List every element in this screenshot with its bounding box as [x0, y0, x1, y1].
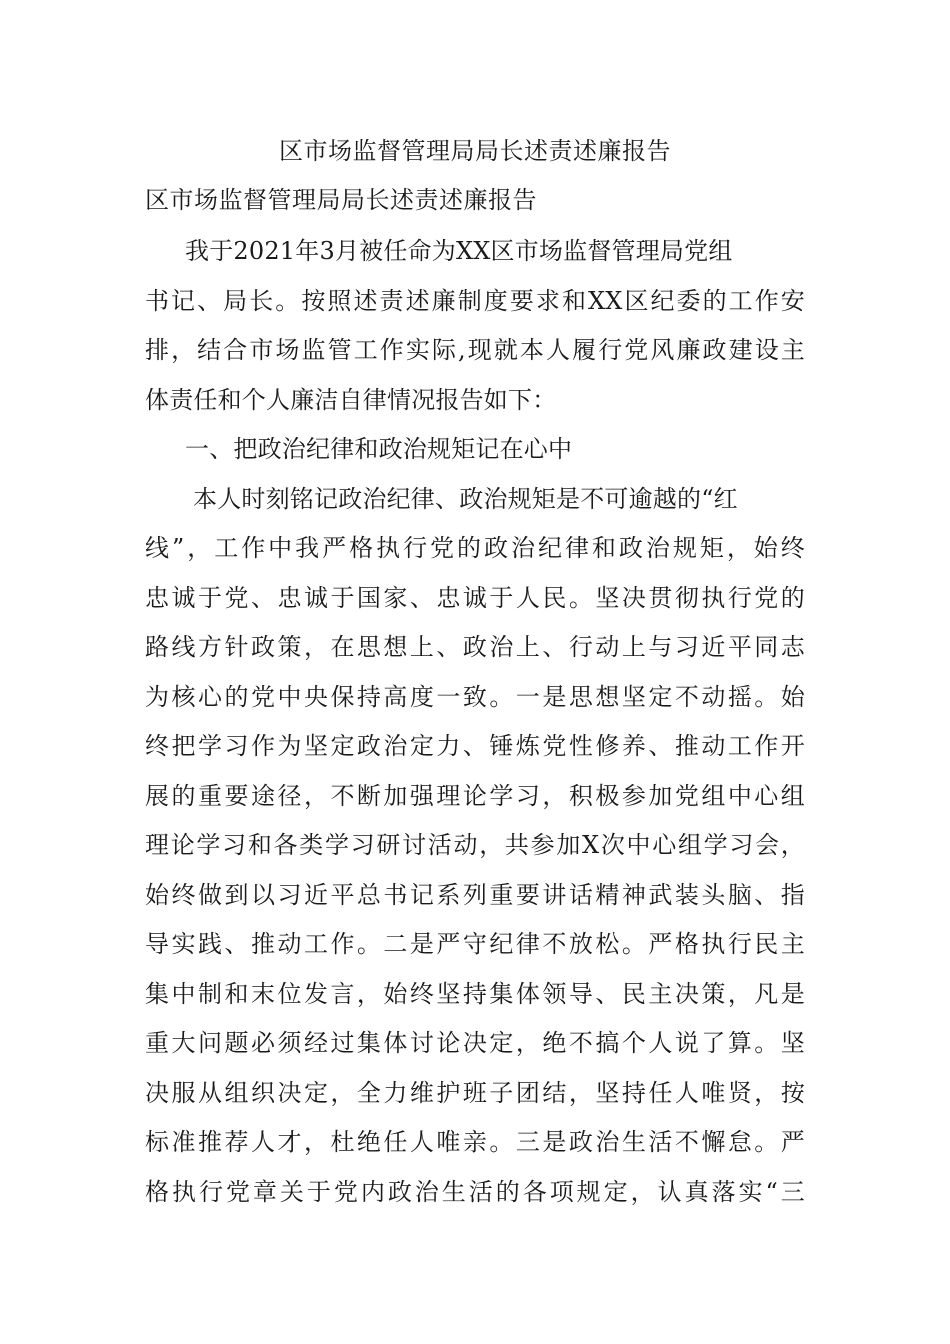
body-line: 体责任和个人廉洁自律情况报告如下： [145, 385, 557, 414]
body-line: 集中制和末位发言，始终坚持集体领导、民主决策，凡是 [145, 979, 805, 1008]
document-body [145, 231, 825, 1221]
body-line: 导实践、推动工作。二是严守纪律不放松。严格执行民主 [145, 930, 805, 958]
section-heading: 一、把政治纪律和政治规矩记在心中 [185, 435, 573, 463]
body-line: 书记、局长。按照述责述廉制度要求和XX区纪委的工作安 [145, 286, 805, 315]
body-line: 忠诚于党、忠诚于国家、忠诚于人民。坚决贯彻执行党的 [145, 583, 805, 612]
body-line: 路线方针政策，在思想上、政治上、行动上与习近平同志 [145, 633, 805, 661]
document-subtitle: 区市场监督管理局局长述责述廉报告 [145, 186, 537, 214]
body-line: 理论学习和各类学习研讨活动，共参加X次中心组学习会， [145, 831, 805, 859]
body-line: 始终做到以习近平总书记系列重要讲话精神武装头脑、指 [145, 880, 805, 909]
body-line: 为核心的党中央保持高度一致。一是思想坚定不动摇。始 [145, 682, 805, 711]
body-line: 决服从组织决定，全力维护班子团结，坚持任人唯贤，按 [145, 1078, 805, 1107]
body-line: 线”，工作中我严格执行党的政治纪律和政治规矩，始终 [145, 534, 805, 562]
body-line: 展的重要途径，不断加强理论学习，积极参加党组中心组 [145, 781, 805, 810]
body-line: 排，结合市场监管工作实际,现就本人履行党风廉政建设主 [145, 336, 805, 364]
body-line: 重大问题必须经过集体讨论决定，绝不搞个人说了算。坚 [145, 1029, 805, 1057]
document-title: 区市场监督管理局局长述责述廉报告 [279, 137, 671, 165]
body-line: 终把学习作为坚定政治定力、锤炼党性修养、推动工作开 [145, 732, 805, 760]
body-line: 我于2021年3月被任命为XX区市场监督管理局党组 [185, 237, 733, 265]
body-line: 格执行党章关于党内政治生活的各项规定，认真落实“三 [145, 1177, 805, 1206]
body-line: 本人时刻铭记政治纪律、政治规矩是不可逾越的“红 [193, 484, 738, 513]
body-line: 标准推荐人才，杜绝任人唯亲。三是政治生活不懈怠。严 [145, 1128, 805, 1156]
